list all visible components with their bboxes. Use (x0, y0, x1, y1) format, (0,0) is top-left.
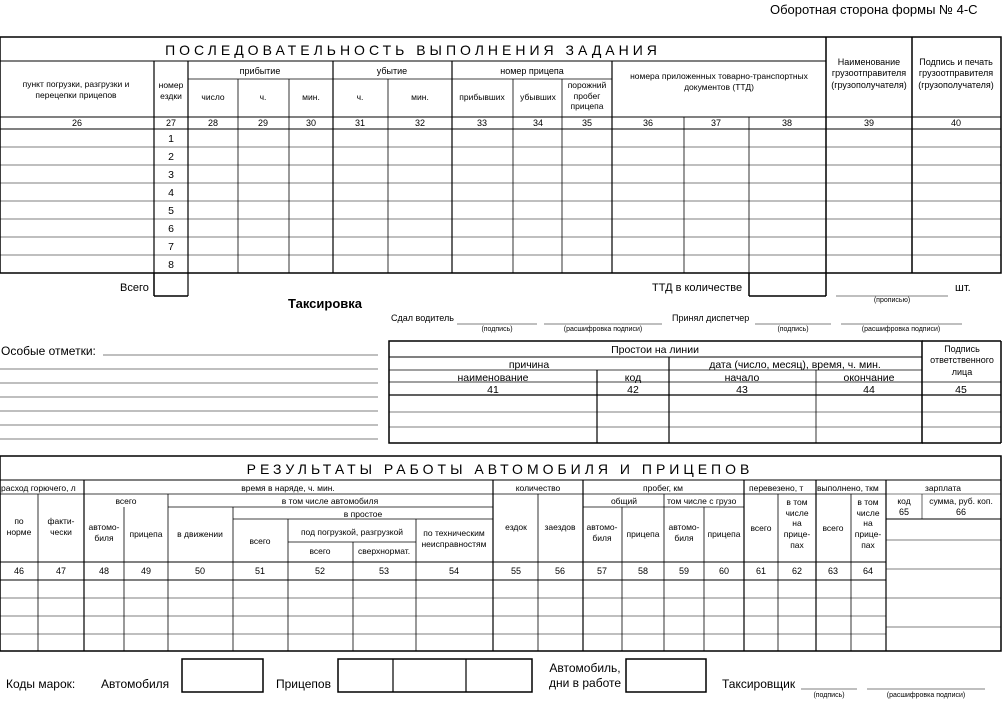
dispatcher-signature-decode-caption: (расшифровка подписи) (861, 326, 941, 333)
time-trailer-header: прицепа (129, 529, 163, 539)
arrival-header: прибытие (239, 66, 281, 76)
mileage-header: пробег, км (643, 483, 683, 493)
time-in-motion-header: в движении (177, 529, 223, 539)
point-header: пункт погрузки, разгрузки и перецепки прицепов (22, 79, 130, 100)
trip-number-header: номер ездки (158, 80, 184, 101)
driver-signature-caption: (подпись) (481, 326, 513, 333)
col-number: 52 (314, 566, 326, 576)
mileage-general-header: общий (610, 496, 638, 506)
col-number: 28 (207, 118, 219, 128)
driver-signature-decode-caption: (расшифровка подписи) (563, 326, 643, 333)
col-number: 35 (581, 118, 593, 128)
col-number: 55 (510, 566, 522, 576)
row-number: 8 (168, 259, 174, 271)
col-number: 26 (71, 118, 83, 128)
empty-run-header: порожний пробег прицепа (567, 80, 607, 112)
driver-handed-label: Сдал водитель (391, 313, 454, 323)
row-number: 7 (168, 241, 174, 253)
row-number: 3 (168, 169, 174, 181)
special-marks-label: Особые отметки: (1, 344, 96, 358)
section1-title: ПОСЛЕДОВАТЕЛЬНОСТЬ ВЫПОЛНЕНИЯ ЗАДАНИЯ (165, 42, 661, 58)
time-idle-header: в простое (343, 509, 383, 519)
row-number: 5 (168, 205, 174, 217)
mileage-vehicle2-header: автомо- биля (668, 522, 700, 543)
salary-col-number: 66 (955, 507, 967, 517)
salary-code-header: код (897, 496, 911, 506)
fuel-actual-header: факти- чески (47, 516, 75, 537)
tech-faults-header: по техническим неисправностям (421, 528, 487, 549)
shipper-sign-header: Подпись и печать грузоотправителя (грузополучателя) (918, 57, 994, 90)
form-title: Оборотная сторона формы № 4-С (770, 2, 978, 17)
col-number: 60 (718, 566, 730, 576)
col-number: 29 (257, 118, 269, 128)
performed-header: выполнено, ткм (817, 484, 879, 493)
col-number: 62 (791, 566, 803, 576)
col-number: 30 (305, 118, 317, 128)
taxer-signature-caption: (подпись) (813, 692, 845, 699)
arrival-min-header: мин. (302, 92, 320, 102)
entries-header: заездов (544, 522, 576, 532)
col-number: 36 (642, 118, 654, 128)
col-number: 27 (165, 118, 177, 128)
section2-title: РЕЗУЛЬТАТЫ РАБОТЫ АВТОМОБИЛЯ И ПРИЦЕПОВ (246, 461, 754, 477)
downtime-name-header: наименование (457, 372, 529, 384)
downtime-col-number: 43 (736, 384, 748, 396)
departure-hour-header: ч. (356, 92, 364, 102)
performed-total-header: всего (822, 523, 844, 533)
mileage-vehicle-header: автомо- биля (586, 522, 618, 543)
arrival-date-header: число (201, 92, 225, 102)
downtime-start-header: начало (724, 372, 760, 384)
time-incl-vehicle-header: в том числе автомобиля (281, 496, 379, 506)
downtime-end-header: окончание (843, 372, 895, 384)
col-number: 53 (378, 566, 390, 576)
departure-header: убытие (376, 66, 408, 76)
downtime-reason-header: причина (508, 359, 550, 371)
ttd-qty-label: ТТД в количестве (652, 282, 743, 294)
col-number: 33 (476, 118, 488, 128)
col-number: 50 (194, 566, 206, 576)
over-norm-header: сверхнормат. (357, 546, 411, 556)
fuel-norm-header: по норме (6, 516, 32, 537)
downtime-code-header: код (624, 372, 642, 384)
downtime-datetime-header: дата (число, месяц), время, ч. мин. (709, 359, 881, 371)
mileage-trailer-header: прицепа (626, 529, 660, 539)
col-number: 40 (950, 118, 962, 128)
salary-sum-header: сумма, руб. коп. (929, 496, 993, 506)
shipper-name-header: Наименование грузоотправителя (грузополучателя) (831, 57, 907, 90)
col-number: 58 (637, 566, 649, 576)
vehicle-days-label: Автомобиль, дни в работе (548, 661, 622, 690)
dispatcher-received-label: Принял диспетчер (672, 313, 750, 323)
carried-incl-trailers-header: в том числе на прице- пах (783, 497, 811, 550)
trips-header: ездок (505, 522, 527, 532)
col-number: 48 (98, 566, 110, 576)
downtime-col-number: 42 (627, 384, 639, 396)
col-number: 39 (863, 118, 875, 128)
mileage-trailer2-header: прицепа (707, 529, 741, 539)
taxing-title: Таксировка (288, 296, 363, 311)
departed-header: убывших (520, 92, 556, 102)
departure-min-header: мин. (411, 92, 429, 102)
dispatcher-signature-caption: (подпись) (777, 326, 809, 333)
col-number: 47 (55, 566, 67, 576)
total-label: Всего (120, 282, 149, 294)
downtime-col-number: 44 (863, 384, 875, 396)
trailers-brand-label: Прицепов (276, 677, 331, 691)
time-total-header: всего (115, 496, 137, 506)
row-number: 1 (168, 133, 174, 145)
fuel-header: расход горючего, л (1, 483, 76, 493)
mileage-incl-cargo-header: том числе с грузо (667, 497, 737, 506)
docs-header: номера приложенных товарно-транспортных документов (ТТД) (630, 71, 808, 92)
downtime-title: Простои на линии (611, 344, 699, 356)
row-number: 4 (168, 187, 174, 199)
row-number: 2 (168, 151, 174, 163)
arrival-hour-header: ч. (259, 92, 267, 102)
time-in-order-header: время в наряде, ч. мин. (241, 483, 335, 493)
col-number: 61 (755, 566, 767, 576)
salary-header: зарплата (925, 483, 961, 493)
col-number: 57 (596, 566, 608, 576)
idle-total-header: всего (249, 536, 271, 546)
row-number: 6 (168, 223, 174, 235)
lu-total-header: всего (309, 546, 331, 556)
col-number: 37 (710, 118, 722, 128)
col-number: 49 (140, 566, 152, 576)
carried-total-header: всего (750, 523, 772, 533)
trailer-number-header: номер прицепа (500, 66, 564, 76)
performed-incl-trailers-header: в том числе на прице- пах (854, 497, 882, 550)
load-unload-header: под погрузкой, разгрузкой (300, 527, 404, 537)
col-number: 38 (781, 118, 793, 128)
quantity-header: количество (515, 483, 561, 493)
col-number: 51 (254, 566, 266, 576)
downtime-responsible-header: Подпись ответственного лица (930, 344, 994, 377)
col-number: 59 (678, 566, 690, 576)
col-number: 54 (448, 566, 460, 576)
taxer-label: Таксировщик (722, 677, 796, 691)
col-number: 31 (354, 118, 366, 128)
col-number: 56 (554, 566, 566, 576)
arrived-header: прибывших (459, 92, 505, 102)
downtime-col-number: 45 (955, 384, 967, 396)
time-vehicle-header: автомо- биля (88, 522, 120, 543)
pcs-label: шт. (955, 282, 971, 294)
in-words-caption: (прописью) (873, 297, 911, 304)
col-number: 64 (862, 566, 874, 576)
salary-col-number: 65 (898, 507, 910, 517)
col-number: 32 (414, 118, 426, 128)
vehicle-brand-label: Автомобиля (101, 677, 170, 691)
col-number: 63 (827, 566, 839, 576)
col-number: 46 (13, 566, 25, 576)
taxer-signature-decode-caption: (расшифровка подписи) (886, 692, 966, 699)
brand-codes-label: Коды марок: (6, 677, 76, 691)
downtime-col-number: 41 (487, 384, 499, 396)
carried-header: перевезено, т (749, 484, 804, 493)
col-number: 34 (532, 118, 544, 128)
